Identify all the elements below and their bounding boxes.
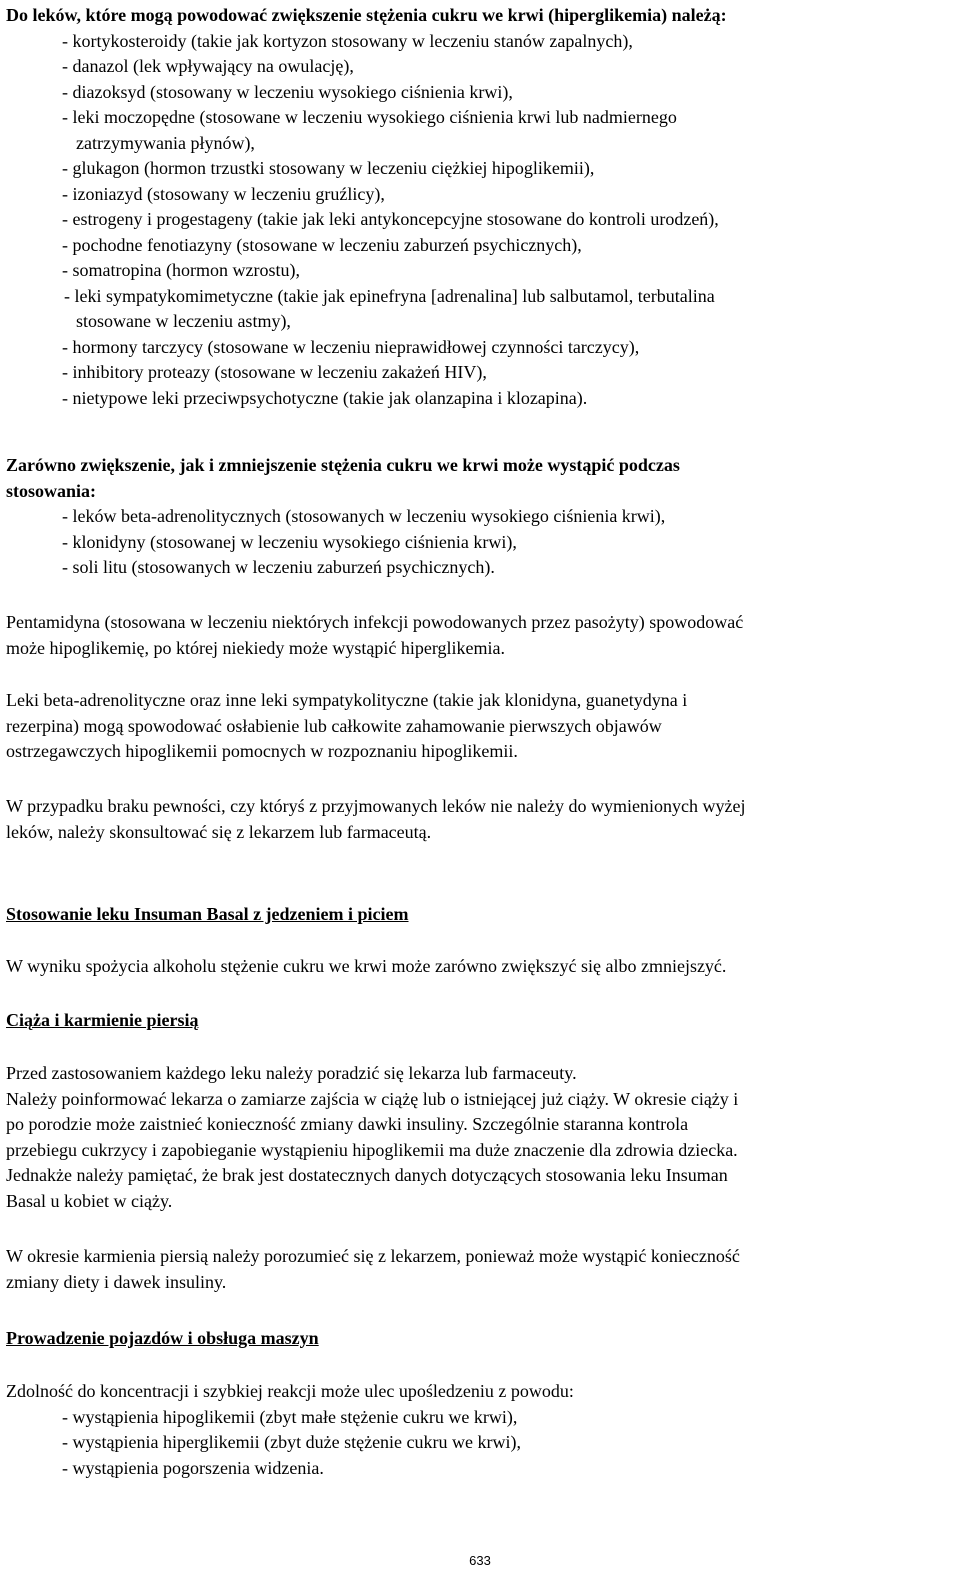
list-item: - wystąpienia hipoglikemii (zbyt małe stężenie cukru we krwi), xyxy=(62,1406,518,1427)
list-item: - glukagon (hormon trzustki stosowany w leczeniu ciężkiej hipoglikemii), xyxy=(62,158,595,178)
list-item: - danazol (lek wpływający na owulację), xyxy=(62,56,354,76)
paragraph-line: Należy poinformować lekarza o zamiarze zajścia w ciążę lub o istniejącej już ciąży. W okresie ciąży i xyxy=(6,1088,739,1109)
pregnancy-heading: Ciąża i karmienie piersią xyxy=(6,1010,199,1030)
paragraph-line: ostrzegawczych hipoglikemii pomocnych w rozpoznaniu hipoglikemii. xyxy=(6,741,518,761)
list-item: - estrogeny i progestageny (takie jak leki antykoncepcyjne stosowane do kontroli urodzeń), xyxy=(62,209,719,229)
paragraph-line: może hipoglikemię, po której niekiedy może wystąpić hiperglikemia. xyxy=(6,637,506,658)
consult-paragraph xyxy=(6,794,954,845)
list-item: - leków beta-adrenolitycznych (stosowanych w leczeniu wysokiego ciśnienia krwi), xyxy=(62,506,666,526)
list-item: - leki sympatykomimetyczne (takie jak epinefryna [adrenalina] lub salbutamol, terbutalina xyxy=(64,285,715,306)
list-item: - leki moczopędne (stosowane w leczeniu wysokiego ciśnienia krwi lub nadmiernego xyxy=(62,107,677,127)
paragraph-line: W wyniku spożycia alkoholu stężenie cukru we krwi może zarówno zwiększyć się albo zmniejszyć. xyxy=(6,956,727,976)
both-effects-heading-cont: stosowania: xyxy=(6,480,97,501)
paragraph-line: zmiany diety i dawek insuliny. xyxy=(6,1271,227,1292)
page-number: 633 xyxy=(469,1553,491,1568)
pregnancy-section xyxy=(6,1008,954,1034)
paragraph-line: przebiegu cukrzycy i zapobieganie wystąpieniu hipoglikemii ma duże znaczenie dla zdrowia dziecka. xyxy=(6,1139,738,1160)
paragraph-line: W przypadku braku pewności, czy któryś z przyjmowanych leków nie należy do wymienionych wyżej xyxy=(6,796,746,816)
list-item: - kortykosteroidy (takie jak kortyzon stosowany w leczeniu stanów zapalnych), xyxy=(62,30,633,51)
beta-blockers-paragraph xyxy=(6,688,954,765)
list-item: - diazoksyd (stosowany w leczeniu wysokiego ciśnienia krwi), xyxy=(62,81,513,102)
list-item: - nietypowe leki przeciwpsychotyczne (takie jak olanzapina i klozapina). xyxy=(62,387,588,408)
paragraph-line: Zdolność do koncentracji i szybkiej reakcji może ulec upośledzeniu z powodu: xyxy=(6,1381,574,1401)
hyperglycemia-heading: Do leków, które mogą powodować zwiększenie stężenia cukru we krwi (hiperglikemia) należą: xyxy=(6,5,727,25)
paragraph-line: rezerpina) mogą spowodować osłabienie lub całkowite zahamowanie pierwszych objawów xyxy=(6,715,662,736)
both-effects-heading: Zarówno zwiększenie, jak i zmniejszenie stężenia cukru we krwi może wystąpić podczas xyxy=(6,455,680,475)
list-item: - hormony tarczycy (stosowane w leczeniu nieprawidłowej czynności tarczycy), xyxy=(62,336,640,357)
list-item: - somatropina (hormon wzrostu), xyxy=(62,260,300,280)
list-item-continuation: stosowane w leczeniu astmy), xyxy=(76,311,291,331)
list-item: - soli litu (stosowanych w leczeniu zaburzeń psychicznych). xyxy=(62,557,495,577)
paragraph-line: Przed zastosowaniem każdego leku należy poradzić się lekarza lub farmaceuty. xyxy=(6,1063,577,1083)
list-item: - pochodne fenotiazyny (stosowane w leczeniu zaburzeń psychicznych), xyxy=(62,234,582,255)
paragraph-line: Leki beta-adrenolityczne oraz inne leki sympatykolityczne (takie jak klonidyna, guanetydyna i xyxy=(6,690,688,710)
list-item-continuation: zatrzymywania płynów), xyxy=(76,132,255,153)
driving-section xyxy=(6,1326,954,1352)
paragraph-line: W okresie karmienia piersią należy porozumieć się z lekarzem, ponieważ może wystąpić konieczność xyxy=(6,1246,740,1266)
pentamidine-paragraph xyxy=(6,610,954,661)
paragraph-line: Jednakże należy pamiętać, że brak jest dostatecznych danych dotyczących stosowania leku Insuman xyxy=(6,1165,728,1185)
paragraph-line: po porodzie może zaistnieć konieczność zmiany dawki insuliny. Szczególnie staranna kontrola xyxy=(6,1114,689,1134)
paragraph-line: Basal u kobiet w ciąży. xyxy=(6,1190,173,1211)
both-effects-section xyxy=(6,453,954,581)
list-item: - izoniazyd (stosowany w leczeniu gruźlicy), xyxy=(62,183,385,204)
pregnancy-paragraph-1 xyxy=(6,1061,954,1214)
food-paragraph xyxy=(6,954,954,980)
driving-paragraph xyxy=(6,1379,954,1481)
list-item: - wystąpienia hiperglikemii (zbyt duże stężenie cukru we krwi), xyxy=(62,1432,522,1452)
list-item: - wystąpienia pogorszenia widzenia. xyxy=(62,1457,324,1478)
paragraph-line: Pentamidyna (stosowana w leczeniu niektórych infekcji powodowanych przez pasożyty) spowodować xyxy=(6,612,744,632)
food-heading: Stosowanie leku Insuman Basal z jedzeniem i piciem xyxy=(6,904,409,924)
list-item: - klonidyny (stosowanej w leczeniu wysokiego ciśnienia krwi), xyxy=(62,531,517,552)
list-item: - inhibitory proteazy (stosowane w leczeniu zakażeń HIV), xyxy=(62,362,487,382)
paragraph-line: leków, należy skonsultować się z lekarzem lub farmaceutą. xyxy=(6,821,432,842)
food-section xyxy=(6,902,954,928)
driving-heading: Prowadzenie pojazdów i obsługa maszyn xyxy=(6,1328,319,1348)
pregnancy-paragraph-2 xyxy=(6,1244,954,1295)
hyperglycemia-section xyxy=(6,3,954,411)
